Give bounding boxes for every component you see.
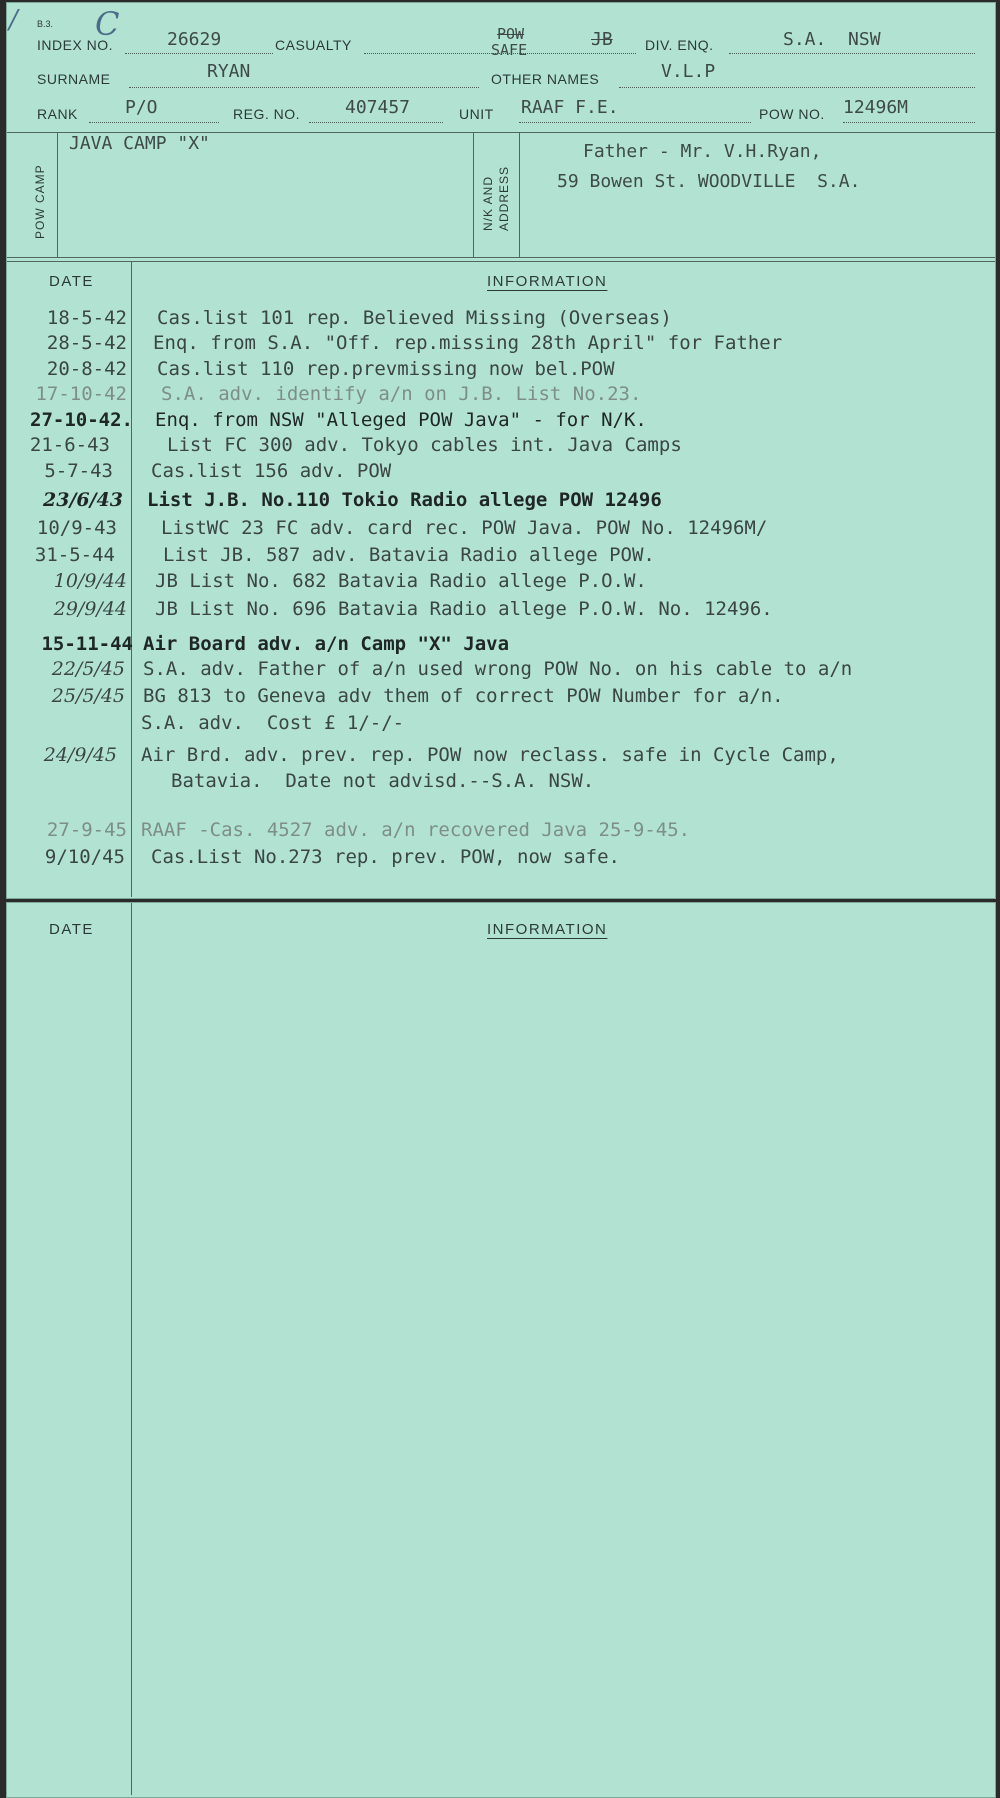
entry-row (7, 460, 995, 484)
entry-row (7, 544, 995, 568)
surname-label: SURNAME (37, 71, 111, 87)
entry-row (7, 598, 995, 622)
nok-label-line2: ADDRESS (497, 165, 511, 231)
entry-date: 17-10-42 (35, 383, 127, 405)
entry-text: ListWC 23 FC adv. card rec. POW Java. POW No. 12496M/ (161, 517, 768, 539)
entry-row (7, 846, 995, 870)
entry-row (7, 307, 995, 331)
form-code: B.3. (37, 19, 54, 29)
back-information-header: INFORMATION (487, 921, 608, 938)
other-names-value: V.L.P (661, 61, 716, 82)
entry-row (7, 633, 995, 657)
entry-text: List FC 300 adv. Tokyo cables int. Java Camps (167, 434, 682, 456)
entry-date: 24/9/45 (43, 744, 117, 766)
nok-line1: Father - Mr. V.H.Ryan, (583, 141, 822, 162)
entry-row (7, 489, 995, 513)
entry-row (7, 434, 995, 458)
div-enq-label: DIV. ENQ. (645, 37, 714, 53)
entry-date: 28-5-42 (46, 332, 127, 354)
entry-row (7, 658, 995, 682)
entry-text: S.A. adv. Father of a/n used wrong POW No. on his cable to a/n (143, 658, 853, 680)
entry-date: 25/5/45 (51, 685, 125, 707)
entry-text: Cas.list 110 rep.prevmissing now bel.POW (157, 358, 615, 380)
casualty-value: SAFE (491, 41, 528, 59)
entry-text: S.A. adv. Cost £ 1/-/- (141, 712, 405, 734)
unit-label: UNIT (459, 106, 494, 122)
entry-row (7, 819, 995, 843)
entry-row (7, 383, 995, 407)
unit-value: RAAF F.E. (521, 97, 619, 118)
entry-row (7, 358, 995, 382)
date-header: DATE (49, 273, 94, 290)
div-enq-value: S.A. NSW (783, 29, 881, 50)
pow-no-label: POW NO. (759, 106, 825, 122)
information-header: INFORMATION (487, 273, 608, 290)
entry-text: Enq. from NSW "Alleged POW Java" - for N/K. (155, 409, 647, 431)
entry-date: 9/10/45 (44, 846, 125, 868)
entry-row (7, 712, 995, 736)
entry-date: 10/9-43 (36, 517, 117, 539)
pen-mark: C (95, 5, 120, 43)
entry-text: Cas.List No.273 rep. prev. POW, now safe. (151, 846, 620, 868)
entry-date: 10/9/44 (53, 570, 127, 592)
surname-value: RYAN (207, 61, 251, 82)
entry-row (7, 570, 995, 594)
other-names-label: OTHER NAMES (491, 71, 600, 87)
casualty-label: CASUALTY (275, 37, 352, 53)
entry-text: Batavia. Date not advisd.--S.A. NSW. (171, 770, 595, 792)
entry-date: 27-10-42. (30, 409, 133, 431)
entry-date: 18-5-42 (46, 307, 127, 329)
entry-text: S.A. adv. identify a/n on J.B. List No.23. (161, 383, 642, 405)
entry-text: RAAF -Cas. 4527 adv. a/n recovered Java 25-9-45. (141, 819, 691, 841)
entry-text: JB List No. 682 Batavia Radio allege P.O.W. (155, 570, 647, 592)
back-date-header: DATE (49, 921, 94, 938)
casualty-code: JB (591, 29, 613, 50)
entry-date: 15-11-44 (41, 633, 133, 655)
reg-no-value: 407457 (345, 97, 411, 118)
entry-date: 29/9/44 (53, 598, 127, 620)
entry-date: 31-5-44 (34, 544, 115, 566)
pow-no-value: 12496M (843, 97, 909, 118)
entry-date: 27-9-45 (46, 819, 127, 841)
entry-text: Air Brd. adv. prev. rep. POW now reclass. safe in Cycle Camp, (141, 744, 839, 766)
entry-text: JB List No. 696 Batavia Radio allege P.O.W. No. 12496. (155, 598, 773, 620)
entry-row (7, 685, 995, 709)
rank-value: P/O (125, 97, 158, 118)
entry-text: Enq. from S.A. "Off. rep.missing 28th April" for Father (153, 332, 783, 354)
entry-date: 21-6-43 (29, 434, 110, 456)
index-no-value: 26629 (167, 29, 222, 50)
pow-camp-label: POW CAMP (33, 164, 47, 239)
index-no-label: INDEX NO. (37, 37, 114, 53)
entry-date: 22/5/45 (51, 658, 125, 680)
pow-camp-value: JAVA CAMP "X" (69, 133, 210, 154)
entry-date: 23/6/43 (43, 489, 123, 511)
nok-line2: 59 Bowen St. WOODVILLE S.A. (557, 171, 861, 192)
entry-date: 5-7-43 (44, 460, 113, 482)
entry-row (7, 332, 995, 356)
rank-label: RANK (37, 106, 78, 122)
entry-row (7, 744, 995, 768)
entry-row (7, 517, 995, 541)
nok-label-line1: N/K AND (481, 175, 495, 231)
index-card-back (6, 902, 996, 1798)
entry-text: BG 813 to Geneva adv them of correct POW Number for a/n. (143, 685, 784, 707)
entry-row (7, 409, 995, 433)
entry-text: Air Board adv. a/n Camp "X" Java (143, 633, 510, 655)
entry-date: 20-8-42 (46, 358, 127, 380)
index-card-front: / C B.3. INDEX NO. 26629 CASUALTY POW SAFE JB DIV. ENQ. S.A. NSW SURNAME RYAN OTHER NAMES V.L.P RANK P/O REG. NO. 407457 UNIT RAAF F.E. POW NO. 12496M POW CAMP JAVA CAMP "X" N/K AND ADDRESS Father - Mr. V.H.Ryan, 59 Bowen St. WOODVILLE S.A. DATE INFORMATION 18-5-42 Cas.list 101 rep. Believed Missing (Overseas) 28-5-42 Enq. from S.A. "Off. rep.missing 28th April" for Father 20-8-42 Cas.list 110 rep.prevmissing now bel.POW 17-10-42 S.A. adv. identify a/n on J.B. List No.23. 27-10-42. Enq. from NSW "Alleged POW Java" - for N/K. 21-6-43 List FC 300 adv. Tokyo cables int. Java Camps 5-7-43 Cas.list 156 adv. POW 23/6/43 List J.B. No.110 Tokio Radio allege POW 12496 10/9-43 ListWC 23 FC adv. card rec. POW Java. POW No. 12496M/ 31-5-44 List JB. 587 adv. Batavia Radio allege POW. 10/9/44 JB List No. 682 Batavia Radio allege P.O.W. 29/9/44 JB List No. 696 Batavia Radio allege P.O.W. No. 12496. 15-11-44 Air Board adv. a/n Camp "X" Java 22/5/45 S.A. adv. Father of a/n used wrong POW No. on his cable to a/n 25/5/45 BG 813 to Geneva adv them of correct POW Number for a/n. S.A. adv. Cost £ 1/-/- 24/9/45 Air Brd. adv. prev. rep. POW now reclass. safe in Cycle Camp, Batavia. Date not advisd.--S.A. NSW. 27-9-45 RAAF -Cas. 4527 adv. a/n recovered Java 25-9-45. 9/10/45 Cas.List No.273 rep. prev. POW, now safe. (6, 2, 996, 899)
entry-text: List J.B. No.110 Tokio Radio allege POW 12496 (147, 489, 662, 511)
entry-text: Cas.list 156 adv. POW (151, 460, 392, 482)
entry-text: List JB. 587 adv. Batavia Radio allege POW. (163, 544, 655, 566)
entry-text: Cas.list 101 rep. Believed Missing (Overseas) (157, 307, 672, 329)
reg-no-label: REG. NO. (233, 106, 301, 122)
entry-row (7, 770, 995, 794)
casualty-struck: POW (497, 25, 525, 43)
